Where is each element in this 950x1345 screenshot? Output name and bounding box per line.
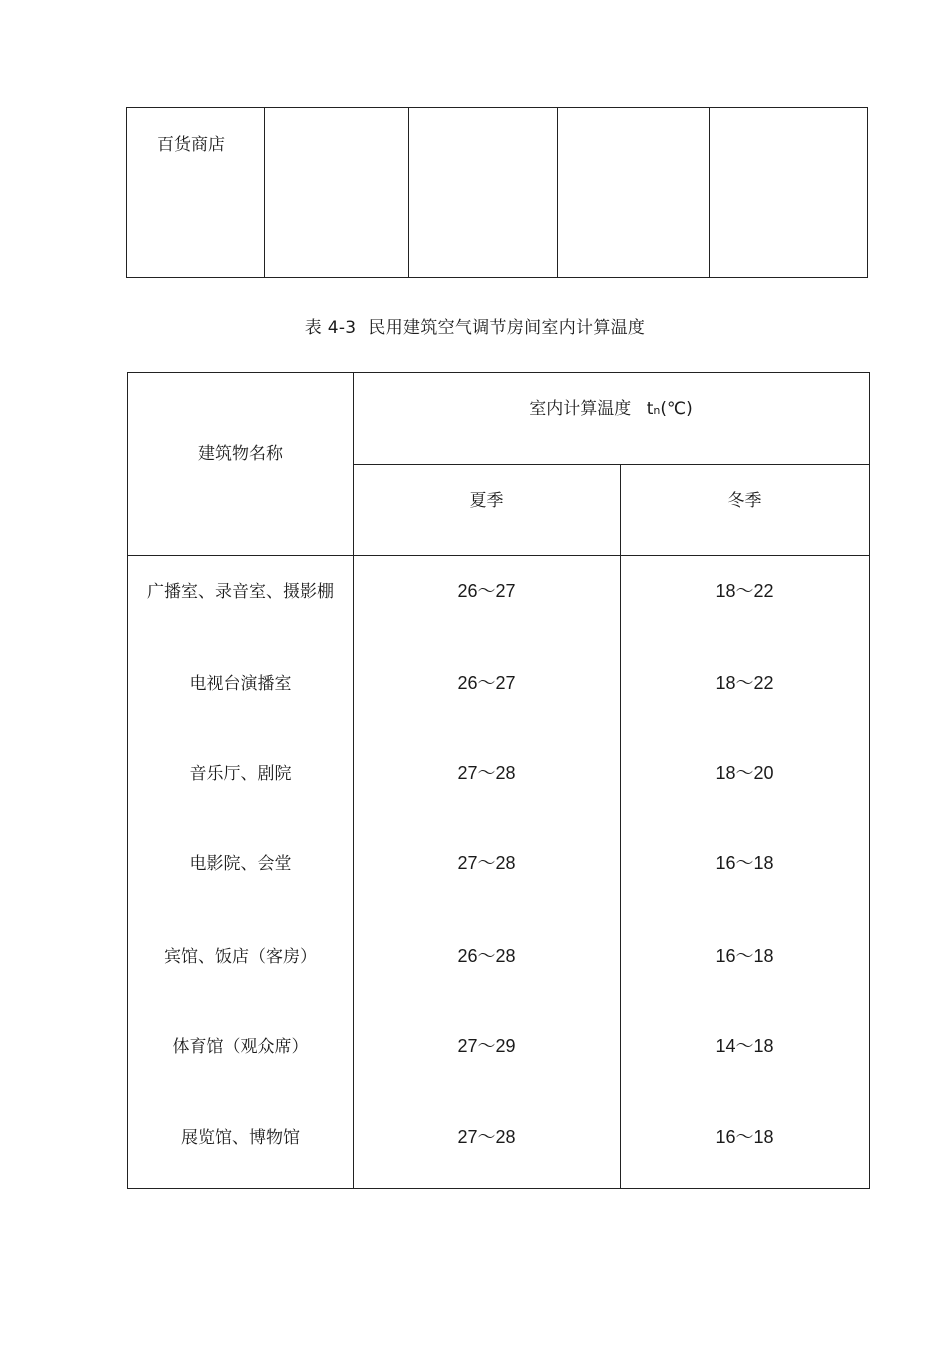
table-cell	[409, 108, 558, 277]
winter-temp: 16～18	[715, 946, 774, 966]
summer-temp: 27～29	[457, 1036, 516, 1056]
building-name: 展览馆、博物馆	[181, 1128, 300, 1148]
table-number: 表 4-3	[304, 318, 357, 338]
winter-temp: 14～18	[715, 1036, 774, 1056]
table-caption	[0, 313, 950, 338]
summer-temp: 26～27	[457, 673, 516, 693]
row-label-department-store: 百货商店	[157, 135, 225, 155]
header-building-name: 建筑物名称	[198, 444, 283, 464]
temp-symbol: t	[646, 399, 654, 419]
temp-unit: (℃)	[660, 399, 693, 419]
summer-temp: 27～28	[457, 1127, 516, 1147]
table-title: 民用建筑空气调节房间室内计算温度	[368, 318, 646, 338]
header-summer: 夏季	[469, 491, 504, 511]
winter-temp: 18～22	[715, 581, 774, 601]
winter-temp: 18～22	[715, 673, 774, 693]
header-divider	[353, 464, 869, 465]
winter-temp: 16～18	[715, 1127, 774, 1147]
building-name: 体育馆（观众席）	[172, 1037, 309, 1057]
summer-temp: 27～28	[457, 853, 516, 873]
building-name: 音乐厅、剧院	[189, 764, 292, 784]
previous-table-fragment	[126, 107, 868, 278]
table-cell	[558, 108, 710, 277]
winter-temp: 16～18	[715, 853, 774, 873]
building-name: 电影院、会堂	[189, 854, 292, 874]
table-cell	[265, 108, 409, 277]
summer-temp: 26～28	[457, 946, 516, 966]
indoor-temperature-table	[127, 372, 870, 1189]
summer-temp: 26～27	[457, 581, 516, 601]
header-bottom-border	[128, 555, 869, 556]
table-cell	[710, 108, 867, 277]
building-name: 宾馆、饭店（客房）	[164, 947, 317, 967]
temp-subscript: n	[653, 404, 661, 417]
winter-temp: 18～20	[715, 763, 774, 783]
column-divider	[620, 464, 621, 1188]
header-temp-label: 室内计算温度	[529, 399, 632, 419]
building-name: 广播室、录音室、摄影棚	[147, 582, 334, 602]
table-cell	[127, 108, 265, 277]
header-indoor-temperature	[353, 394, 869, 419]
building-name: 电视台演播室	[189, 674, 292, 694]
header-winter: 冬季	[727, 491, 762, 511]
summer-temp: 27～28	[457, 763, 516, 783]
